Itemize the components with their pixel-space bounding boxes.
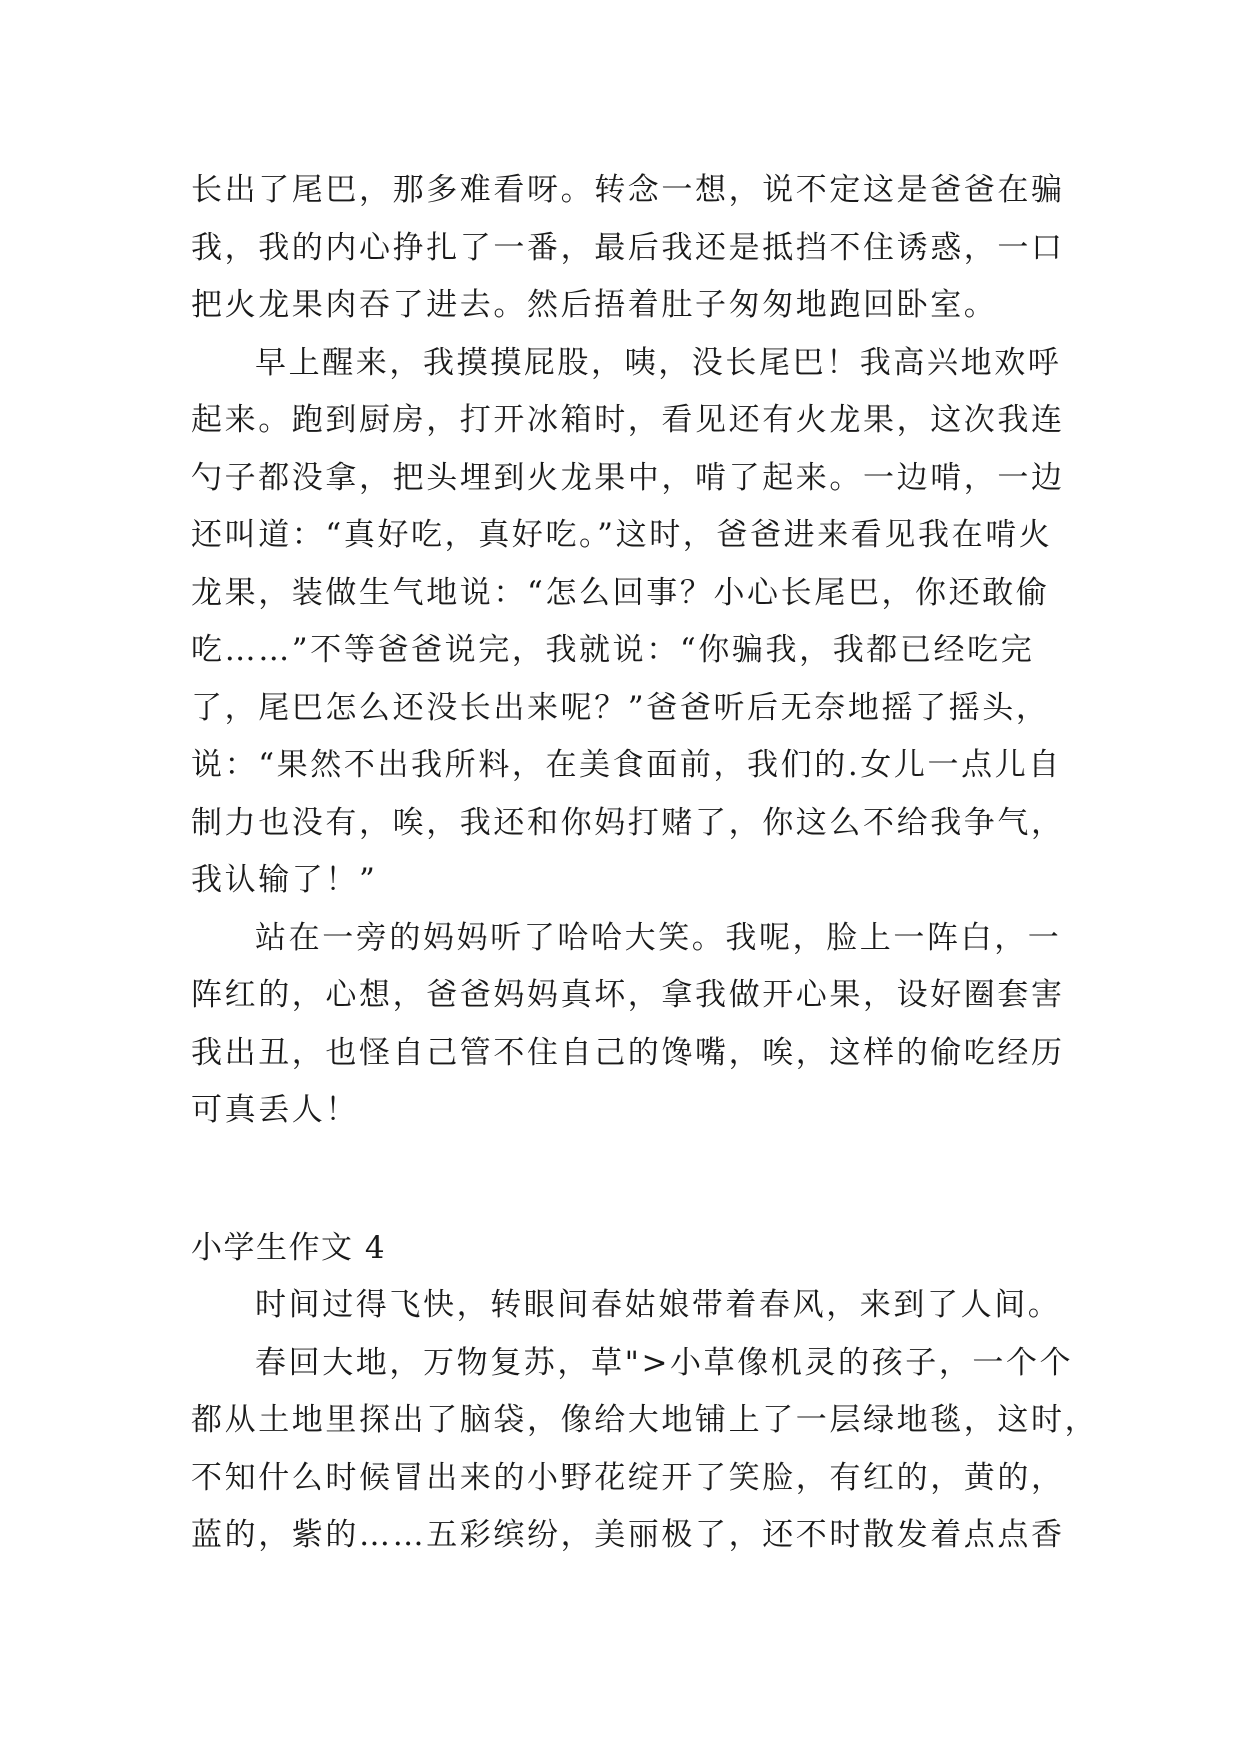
paragraph-continuation (191, 162, 1065, 335)
text-line: 吃……”不等爸爸说完，我就说：“你骗我，我都已经吃完 (191, 632, 1035, 668)
text-line: 时间过得飞快，转眼间春姑娘带着春风，来到了人间。 (255, 1287, 1062, 1323)
text-line: 说：“果然不出我所料，在美食面前，我们的.女儿一点儿自 (191, 747, 1062, 783)
text-line: 了，尾巴怎么还没长出来呢？”爸爸听后无奈地摇了摇头， (191, 689, 1050, 726)
section-gap (191, 1140, 1051, 1220)
text-line: 都从土地里探出了脑袋，像给大地铺上了一层绿地毯，这时， (191, 1402, 1099, 1438)
text-line: 早上醒来，我摸摸屁股，咦，没长尾巴！我高兴地欢呼 (255, 344, 1062, 381)
text-line: 我，我的内心挣扎了一番，最后我还是抵挡不住诱惑，一口 (191, 229, 1065, 266)
text-line: 春回大地，万物复苏，草">小草像机灵的孩子，一个个 (255, 1344, 1074, 1381)
text-line: 长出了尾巴，那多难看呀。转念一想，说不定这是爸爸在骗 (191, 172, 1065, 208)
text-line: 制力也没有，唉，我还和你妈打赌了，你这么不给我争气， (191, 804, 1065, 841)
text-line: 龙果，装做生气地说：“怎么回事？小心长尾巴，你还敢偷 (191, 574, 1050, 611)
essay-4 (191, 1220, 1099, 1565)
text-line: 阵红的，心想，爸爸妈妈真坏，拿我做开心果，设好圈套害 (191, 977, 1065, 1013)
document-body (191, 162, 1099, 1565)
text-line: 可真丢人！ (191, 1092, 359, 1128)
paragraph-ending (191, 910, 1065, 1140)
paragraph-morning (191, 335, 1065, 910)
text-line: 把火龙果肉吞了进去。然后捂着肚子匆匆地跑回卧室。 (191, 287, 998, 323)
text-line: 我认输了！” (191, 862, 378, 898)
text-line: 起来。跑到厨房，打开冰箱时，看见还有火龙果，这次我连 (191, 402, 1065, 438)
text-line: 勺子都没拿，把头埋到火龙果中，啃了起来。一边啃，一边 (191, 459, 1065, 496)
text-line: 还叫道：“真好吃，真好吃。”这时，爸爸进来看见我在啃火 (191, 517, 1053, 553)
text-line: 站在一旁的妈妈听了哈哈大笑。我呢，脸上一阵白，一 (255, 919, 1062, 956)
text-line: 我出丑，也怪自己管不住自己的馋嘴，唉，这样的偷吃经历 (191, 1034, 1065, 1071)
text-line: 不知什么时候冒出来的小野花绽开了笑脸，有红的，黄的， (191, 1459, 1065, 1496)
essay-title: 小学生作文 4 (191, 1229, 387, 1266)
text-line: 蓝的，紫的……五彩缤纷，美丽极了，还不时散发着点点香 (191, 1517, 1065, 1553)
